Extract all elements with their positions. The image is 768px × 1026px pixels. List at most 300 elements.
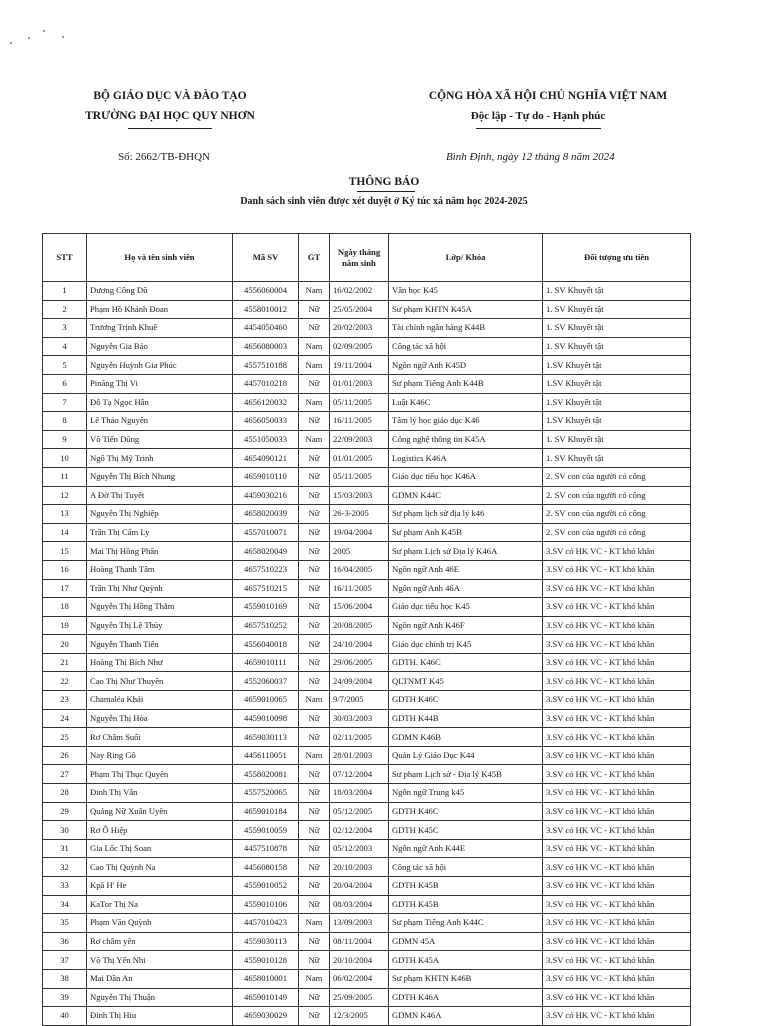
cell-dob: 22/09/2003: [330, 430, 389, 449]
cell-dob: 02/12/2004: [330, 821, 389, 840]
cell-stt: 5: [43, 356, 87, 375]
table-row: [43, 319, 691, 338]
cell-name: A Đờ Thị Tuyết: [87, 486, 233, 505]
cell-name: Đỗ Tạ Ngọc Hân: [87, 393, 233, 412]
cell-dob: 25/09/2005: [330, 988, 389, 1007]
cell-class: Ngôn ngữ Anh K46F: [389, 616, 543, 635]
cell-name: Nguyễn Gia Bảo: [87, 337, 233, 356]
cell-name: Võ Tiến Dũng: [87, 430, 233, 449]
ministry-name: BỘ GIÁO DỤC VÀ ĐÀO TẠO: [93, 90, 247, 102]
cell-class: Ngôn ngữ Trung k45: [389, 784, 543, 803]
cell-gender: Nữ: [299, 932, 330, 951]
cell-priority: 1.SV Khuyết tật: [543, 374, 691, 393]
cell-stt: 38: [43, 969, 87, 988]
cell-dob: 05/11/2005: [330, 467, 389, 486]
table-row: [43, 1007, 691, 1026]
cell-student-id: 4659010111: [233, 653, 299, 672]
cell-class: Luật K46C: [389, 393, 543, 412]
cell-gender: Nữ: [299, 672, 330, 691]
cell-stt: 37: [43, 951, 87, 970]
cell-student-id: 4557510188: [233, 356, 299, 375]
cell-dob: 16/02/2002: [330, 282, 389, 301]
cell-class: Giáo dục chính trị K45: [389, 635, 543, 654]
cell-class: Công tác xã hội: [389, 337, 543, 356]
cell-priority: 3.SV có HK VC - KT khó khăn: [543, 1007, 691, 1026]
cell-dob: 16/04/2005: [330, 560, 389, 579]
cell-gender: Nữ: [299, 300, 330, 319]
cell-student-id: 4658010001: [233, 969, 299, 988]
cell-class: GDTH K45A: [389, 951, 543, 970]
cell-class: Sư phạm Tiếng Anh K44B: [389, 374, 543, 393]
cell-name: Nguyễn Thị Bích Nhung: [87, 467, 233, 486]
cell-name: Rơ Ô Hiệp: [87, 821, 233, 840]
cell-stt: 24: [43, 709, 87, 728]
cell-dob: 25/05/2004: [330, 300, 389, 319]
header-name: Họ và tên sinh viên: [87, 234, 233, 282]
table-row: [43, 691, 691, 710]
cell-name: Lê Thảo Nguyên: [87, 412, 233, 431]
cell-dob: 12/3/2005: [330, 1007, 389, 1026]
cell-name: Nguyễn Thị Hòa: [87, 709, 233, 728]
page-title: THÔNG BÁO: [348, 176, 420, 188]
cell-dob: 9/7/2005: [330, 691, 389, 710]
cell-gender: Nữ: [299, 653, 330, 672]
cell-stt: 19: [43, 616, 87, 635]
table-row: [43, 895, 691, 914]
cell-name: Quảng Nữ Xuân Uyên: [87, 802, 233, 821]
cell-gender: Nữ: [299, 598, 330, 617]
cell-stt: 20: [43, 635, 87, 654]
cell-stt: 17: [43, 579, 87, 598]
cell-gender: Nữ: [299, 579, 330, 598]
cell-gender: Nam: [299, 914, 330, 933]
cell-gender: Nam: [299, 746, 330, 765]
cell-priority: 3.SV có HK VC - KT khó khăn: [543, 542, 691, 561]
header-class: Lớp/ Khóa: [389, 234, 543, 282]
cell-priority: 3.SV có HK VC - KT khó khăn: [543, 616, 691, 635]
cell-name: Rơ châm yên: [87, 932, 233, 951]
cell-class: Văn học K45: [389, 282, 543, 301]
table-row: [43, 598, 691, 617]
table-row: [43, 914, 691, 933]
cell-student-id: 4659010110: [233, 467, 299, 486]
cell-priority: 1.SV Khuyết tật: [543, 393, 691, 412]
cell-stt: 10: [43, 449, 87, 468]
cell-stt: 35: [43, 914, 87, 933]
cell-stt: 32: [43, 858, 87, 877]
cell-gender: Nữ: [299, 319, 330, 338]
cell-gender: Nữ: [299, 895, 330, 914]
cell-dob: 05/12/2003: [330, 839, 389, 858]
cell-gender: Nữ: [299, 877, 330, 896]
cell-priority: 1.SV Khuyết tật: [543, 356, 691, 375]
cell-gender: Nam: [299, 337, 330, 356]
cell-name: Mai Thị Hồng Phấn: [87, 542, 233, 561]
cell-name: Hoàng Thanh Tâm: [87, 560, 233, 579]
cell-dob: 24/10/2004: [330, 635, 389, 654]
cell-stt: 23: [43, 691, 87, 710]
cell-dob: 15/03/2003: [330, 486, 389, 505]
table-row: [43, 300, 691, 319]
country-name: CỘNG HÒA XÃ HỘI CHỦ NGHĨA VIỆT NAM: [428, 90, 668, 102]
cell-gender: Nam: [299, 356, 330, 375]
cell-class: Sư phạm Lịch sử - Địa lý K45B: [389, 765, 543, 784]
cell-student-id: 4558010012: [233, 300, 299, 319]
cell-class: Quản Lý Giáo Dục K44: [389, 746, 543, 765]
cell-gender: Nữ: [299, 616, 330, 635]
cell-name: Phạm Thị Thục Quyên: [87, 765, 233, 784]
cell-gender: Nữ: [299, 374, 330, 393]
table-row: [43, 505, 691, 524]
table-row: [43, 932, 691, 951]
cell-priority: 3.SV có HK VC - KT khó khăn: [543, 653, 691, 672]
header-dob: Ngày tháng năm sinh: [330, 234, 389, 282]
cell-class: GDTH. K46C: [389, 653, 543, 672]
cell-class: GDTH K44B: [389, 709, 543, 728]
table-header-row: [43, 234, 691, 282]
cell-priority: 1. SV Khuyết tật: [543, 282, 691, 301]
cell-student-id: 4658020049: [233, 542, 299, 561]
cell-name: Nguyễn Thị Lệ Thủy: [87, 616, 233, 635]
cell-priority: 3.SV có HK VC - KT khó khăn: [543, 951, 691, 970]
cell-dob: 07/12/2004: [330, 765, 389, 784]
cell-priority: 3.SV có HK VC - KT khó khăn: [543, 932, 691, 951]
country-motto: Độc lập - Tự do - Hạnh phúc: [470, 110, 606, 122]
cell-name: Ngô Thị Mỹ Trinh: [87, 449, 233, 468]
cell-gender: Nam: [299, 969, 330, 988]
university-underline: [128, 128, 212, 129]
cell-stt: 3: [43, 319, 87, 338]
document-number: Số: 2662/TB-ĐHQN: [118, 151, 210, 163]
cell-class: GDMN 45A: [389, 932, 543, 951]
cell-stt: 36: [43, 932, 87, 951]
cell-name: Nguyễn Thị Thuận: [87, 988, 233, 1007]
table-row: [43, 356, 691, 375]
cell-student-id: 4457010218: [233, 374, 299, 393]
header-stt: STT: [43, 234, 87, 282]
cell-stt: 11: [43, 467, 87, 486]
cell-student-id: 4456080158: [233, 858, 299, 877]
cell-stt: 14: [43, 523, 87, 542]
cell-name: Hoàng Thị Bích Như: [87, 653, 233, 672]
student-table: [42, 233, 691, 1026]
cell-student-id: 4657510215: [233, 579, 299, 598]
cell-priority: 3.SV có HK VC - KT khó khăn: [543, 895, 691, 914]
cell-name: Gia Lốc Thị Soan: [87, 839, 233, 858]
cell-gender: Nam: [299, 282, 330, 301]
cell-priority: 3.SV có HK VC - KT khó khăn: [543, 988, 691, 1007]
table-row: [43, 821, 691, 840]
cell-priority: 1. SV Khuyết tật: [543, 319, 691, 338]
table-row: [43, 393, 691, 412]
cell-name: Mai Dần An: [87, 969, 233, 988]
cell-stt: 4: [43, 337, 87, 356]
cell-dob: 18/03/2004: [330, 784, 389, 803]
cell-dob: 28/01/2003: [330, 746, 389, 765]
cell-dob: 20/08/2005: [330, 616, 389, 635]
header-gender: GT: [299, 234, 330, 282]
cell-student-id: 4456110051: [233, 746, 299, 765]
table-row: [43, 579, 691, 598]
cell-dob: 26-3-2005: [330, 505, 389, 524]
cell-stt: 39: [43, 988, 87, 1007]
table-row: [43, 802, 691, 821]
cell-dob: 2005: [330, 542, 389, 561]
table-row: [43, 430, 691, 449]
cell-priority: 3.SV có HK VC - KT khó khăn: [543, 672, 691, 691]
cell-class: GDTH K46C: [389, 802, 543, 821]
cell-student-id: 4558020081: [233, 765, 299, 784]
table-row: [43, 560, 691, 579]
cell-stt: 29: [43, 802, 87, 821]
cell-dob: 15/06/2004: [330, 598, 389, 617]
cell-gender: Nữ: [299, 542, 330, 561]
scan-speck: [62, 36, 64, 38]
cell-stt: 27: [43, 765, 87, 784]
document-date: Bình Định, ngày 12 tháng 8 năm 2024: [446, 151, 615, 163]
cell-dob: 16/11/2005: [330, 412, 389, 431]
cell-student-id: 4454050460: [233, 319, 299, 338]
cell-class: Công tác xã hội: [389, 858, 543, 877]
cell-student-id: 4659030113: [233, 728, 299, 747]
cell-priority: 3.SV có HK VC - KT khó khăn: [543, 784, 691, 803]
cell-class: GDTH K45C: [389, 821, 543, 840]
table-row: [43, 858, 691, 877]
table-row: [43, 746, 691, 765]
cell-student-id: 4658020039: [233, 505, 299, 524]
cell-stt: 9: [43, 430, 87, 449]
table-row: [43, 672, 691, 691]
cell-class: Công nghệ thông tin K45A: [389, 430, 543, 449]
cell-stt: 12: [43, 486, 87, 505]
cell-gender: Nữ: [299, 523, 330, 542]
cell-dob: 08/11/2004: [330, 932, 389, 951]
cell-stt: 30: [43, 821, 87, 840]
cell-stt: 28: [43, 784, 87, 803]
table-row: [43, 635, 691, 654]
cell-name: Nguyễn Thị Nghiệp: [87, 505, 233, 524]
cell-stt: 21: [43, 653, 87, 672]
cell-student-id: 4656120032: [233, 393, 299, 412]
cell-gender: Nữ: [299, 988, 330, 1007]
cell-gender: Nữ: [299, 839, 330, 858]
cell-student-id: 4559030113: [233, 932, 299, 951]
cell-class: Ngôn ngữ Anh K44E: [389, 839, 543, 858]
cell-student-id: 4656050033: [233, 412, 299, 431]
cell-class: GDMN K46A: [389, 1007, 543, 1026]
cell-student-id: 4659010149: [233, 988, 299, 1007]
cell-student-id: 4457510878: [233, 839, 299, 858]
cell-name: Nguyễn Thị Hồng Thắm: [87, 598, 233, 617]
cell-dob: 02/11/2005: [330, 728, 389, 747]
table-row: [43, 467, 691, 486]
cell-class: Giáo dục tiểu học K46A: [389, 467, 543, 486]
cell-priority: 3.SV có HK VC - KT khó khăn: [543, 765, 691, 784]
cell-dob: 19/11/2004: [330, 356, 389, 375]
cell-gender: Nam: [299, 393, 330, 412]
table-row: [43, 969, 691, 988]
cell-student-id: 4459030216: [233, 486, 299, 505]
cell-class: QLTNMT K45: [389, 672, 543, 691]
cell-priority: 2. SV con của người có công: [543, 505, 691, 524]
cell-student-id: 4659010184: [233, 802, 299, 821]
cell-class: Giáo dục tiểu học K45: [389, 598, 543, 617]
cell-student-id: 4656080003: [233, 337, 299, 356]
cell-name: Nguyễn Huỳnh Gia Phúc: [87, 356, 233, 375]
cell-stt: 15: [43, 542, 87, 561]
cell-priority: 3.SV có HK VC - KT khó khăn: [543, 914, 691, 933]
title-underline: [357, 191, 415, 192]
cell-priority: 2. SV con của người có công: [543, 523, 691, 542]
cell-gender: Nữ: [299, 709, 330, 728]
cell-gender: Nữ: [299, 802, 330, 821]
cell-gender: Nữ: [299, 467, 330, 486]
cell-student-id: 4457010423: [233, 914, 299, 933]
cell-dob: 20/02/2003: [330, 319, 389, 338]
university-name: TRƯỜNG ĐẠI HỌC QUY NHƠN: [85, 110, 255, 122]
table-row: [43, 486, 691, 505]
cell-student-id: 4659030029: [233, 1007, 299, 1026]
cell-stt: 2: [43, 300, 87, 319]
cell-class: GDTH K46A: [389, 988, 543, 1007]
cell-student-id: 4557010071: [233, 523, 299, 542]
table-row: [43, 765, 691, 784]
cell-gender: Nữ: [299, 951, 330, 970]
cell-name: Trần Thị Như Quỳnh: [87, 579, 233, 598]
cell-dob: 16/11/2005: [330, 579, 389, 598]
cell-student-id: 4559010059: [233, 821, 299, 840]
cell-priority: 3.SV có HK VC - KT khó khăn: [543, 728, 691, 747]
cell-priority: 1.SV Khuyết tật: [543, 412, 691, 431]
cell-stt: 22: [43, 672, 87, 691]
cell-stt: 33: [43, 877, 87, 896]
cell-priority: 3.SV có HK VC - KT khó khăn: [543, 746, 691, 765]
cell-priority: 3.SV có HK VC - KT khó khăn: [543, 709, 691, 728]
cell-gender: Nữ: [299, 560, 330, 579]
cell-student-id: 4551050033: [233, 430, 299, 449]
cell-dob: 20/10/2004: [330, 951, 389, 970]
cell-gender: Nữ: [299, 449, 330, 468]
cell-gender: Nữ: [299, 765, 330, 784]
cell-stt: 7: [43, 393, 87, 412]
cell-class: Tâm lý học giáo dục K46: [389, 412, 543, 431]
cell-name: KaTor Thị Na: [87, 895, 233, 914]
cell-class: GDMN K46B: [389, 728, 543, 747]
cell-gender: Nữ: [299, 784, 330, 803]
table-row: [43, 877, 691, 896]
cell-priority: 3.SV có HK VC - KT khó khăn: [543, 839, 691, 858]
cell-name: Đinh Thị Hiu: [87, 1007, 233, 1026]
cell-stt: 13: [43, 505, 87, 524]
cell-name: Phạm Văn Quỳnh: [87, 914, 233, 933]
cell-stt: 25: [43, 728, 87, 747]
cell-stt: 16: [43, 560, 87, 579]
cell-dob: 20/10/2003: [330, 858, 389, 877]
table-row: [43, 449, 691, 468]
cell-gender: Nữ: [299, 728, 330, 747]
cell-class: Sư phạm lịch sử địa lý k46: [389, 505, 543, 524]
table-row: [43, 337, 691, 356]
cell-stt: 31: [43, 839, 87, 858]
cell-class: GDMN K44C: [389, 486, 543, 505]
cell-dob: 13/09/2003: [330, 914, 389, 933]
cell-class: Sư phạm Lịch sử Địa lý K46A: [389, 542, 543, 561]
table-row: [43, 374, 691, 393]
cell-student-id: 4657510252: [233, 616, 299, 635]
cell-priority: 3.SV có HK VC - KT khó khăn: [543, 691, 691, 710]
scan-speck: [28, 37, 30, 39]
cell-name: Cao Thị Quỳnh Na: [87, 858, 233, 877]
cell-priority: 2. SV con của người có công: [543, 486, 691, 505]
cell-student-id: 4459010098: [233, 709, 299, 728]
cell-priority: 3.SV có HK VC - KT khó khăn: [543, 635, 691, 654]
cell-dob: 30/03/2003: [330, 709, 389, 728]
cell-student-id: 4654090121: [233, 449, 299, 468]
cell-priority: 3.SV có HK VC - KT khó khăn: [543, 877, 691, 896]
header-priority: Đối tượng ưu tiên: [543, 234, 691, 282]
cell-stt: 6: [43, 374, 87, 393]
cell-gender: Nam: [299, 430, 330, 449]
table-row: [43, 523, 691, 542]
cell-gender: Nữ: [299, 1007, 330, 1026]
cell-gender: Nữ: [299, 412, 330, 431]
cell-gender: Nữ: [299, 486, 330, 505]
cell-class: GDTH K46C: [389, 691, 543, 710]
cell-name: Cao Thị Như Thuyên: [87, 672, 233, 691]
cell-class: Tài chính ngân hàng K44B: [389, 319, 543, 338]
cell-class: Sư phạm KHTN K45A: [389, 300, 543, 319]
cell-gender: Nữ: [299, 505, 330, 524]
cell-dob: 19/04/2004: [330, 523, 389, 542]
cell-student-id: 4552060037: [233, 672, 299, 691]
cell-priority: 3.SV có HK VC - KT khó khăn: [543, 560, 691, 579]
table-row: [43, 412, 691, 431]
cell-gender: Nữ: [299, 635, 330, 654]
cell-name: Pinăng Thị Vi: [87, 374, 233, 393]
cell-stt: 26: [43, 746, 87, 765]
header-student-id: Mã SV: [233, 234, 299, 282]
table-row: [43, 839, 691, 858]
cell-student-id: 4559010169: [233, 598, 299, 617]
table-body: [43, 282, 691, 1026]
cell-dob: 24/09/2004: [330, 672, 389, 691]
cell-stt: 18: [43, 598, 87, 617]
cell-dob: 01/01/2005: [330, 449, 389, 468]
cell-dob: 29/06/2005: [330, 653, 389, 672]
cell-class: GDTH K45B: [389, 877, 543, 896]
page-subtitle: Danh sách sinh viên được xét duyệt ở Ký túc xá năm học 2024-2025: [240, 196, 528, 207]
cell-name: Trương Trịnh Khuê: [87, 319, 233, 338]
cell-dob: 08/03/2004: [330, 895, 389, 914]
cell-dob: 06/02/2004: [330, 969, 389, 988]
cell-priority: 3.SV có HK VC - KT khó khăn: [543, 579, 691, 598]
cell-priority: 3.SV có HK VC - KT khó khăn: [543, 858, 691, 877]
cell-name: Kpă H' He: [87, 877, 233, 896]
cell-dob: 02/09/2005: [330, 337, 389, 356]
cell-class: Logistics K46A: [389, 449, 543, 468]
cell-class: Sư phạm KHTN K46B: [389, 969, 543, 988]
table-row: [43, 784, 691, 803]
cell-name: Dương Công Dũ: [87, 282, 233, 301]
table-row: [43, 542, 691, 561]
cell-priority: 3.SV có HK VC - KT khó khăn: [543, 598, 691, 617]
table-row: [43, 616, 691, 635]
cell-student-id: 4556060004: [233, 282, 299, 301]
cell-class: Sư phạm Tiếng Anh K44C: [389, 914, 543, 933]
cell-priority: 1. SV Khuyết tật: [543, 449, 691, 468]
cell-stt: 34: [43, 895, 87, 914]
cell-student-id: 4657510223: [233, 560, 299, 579]
